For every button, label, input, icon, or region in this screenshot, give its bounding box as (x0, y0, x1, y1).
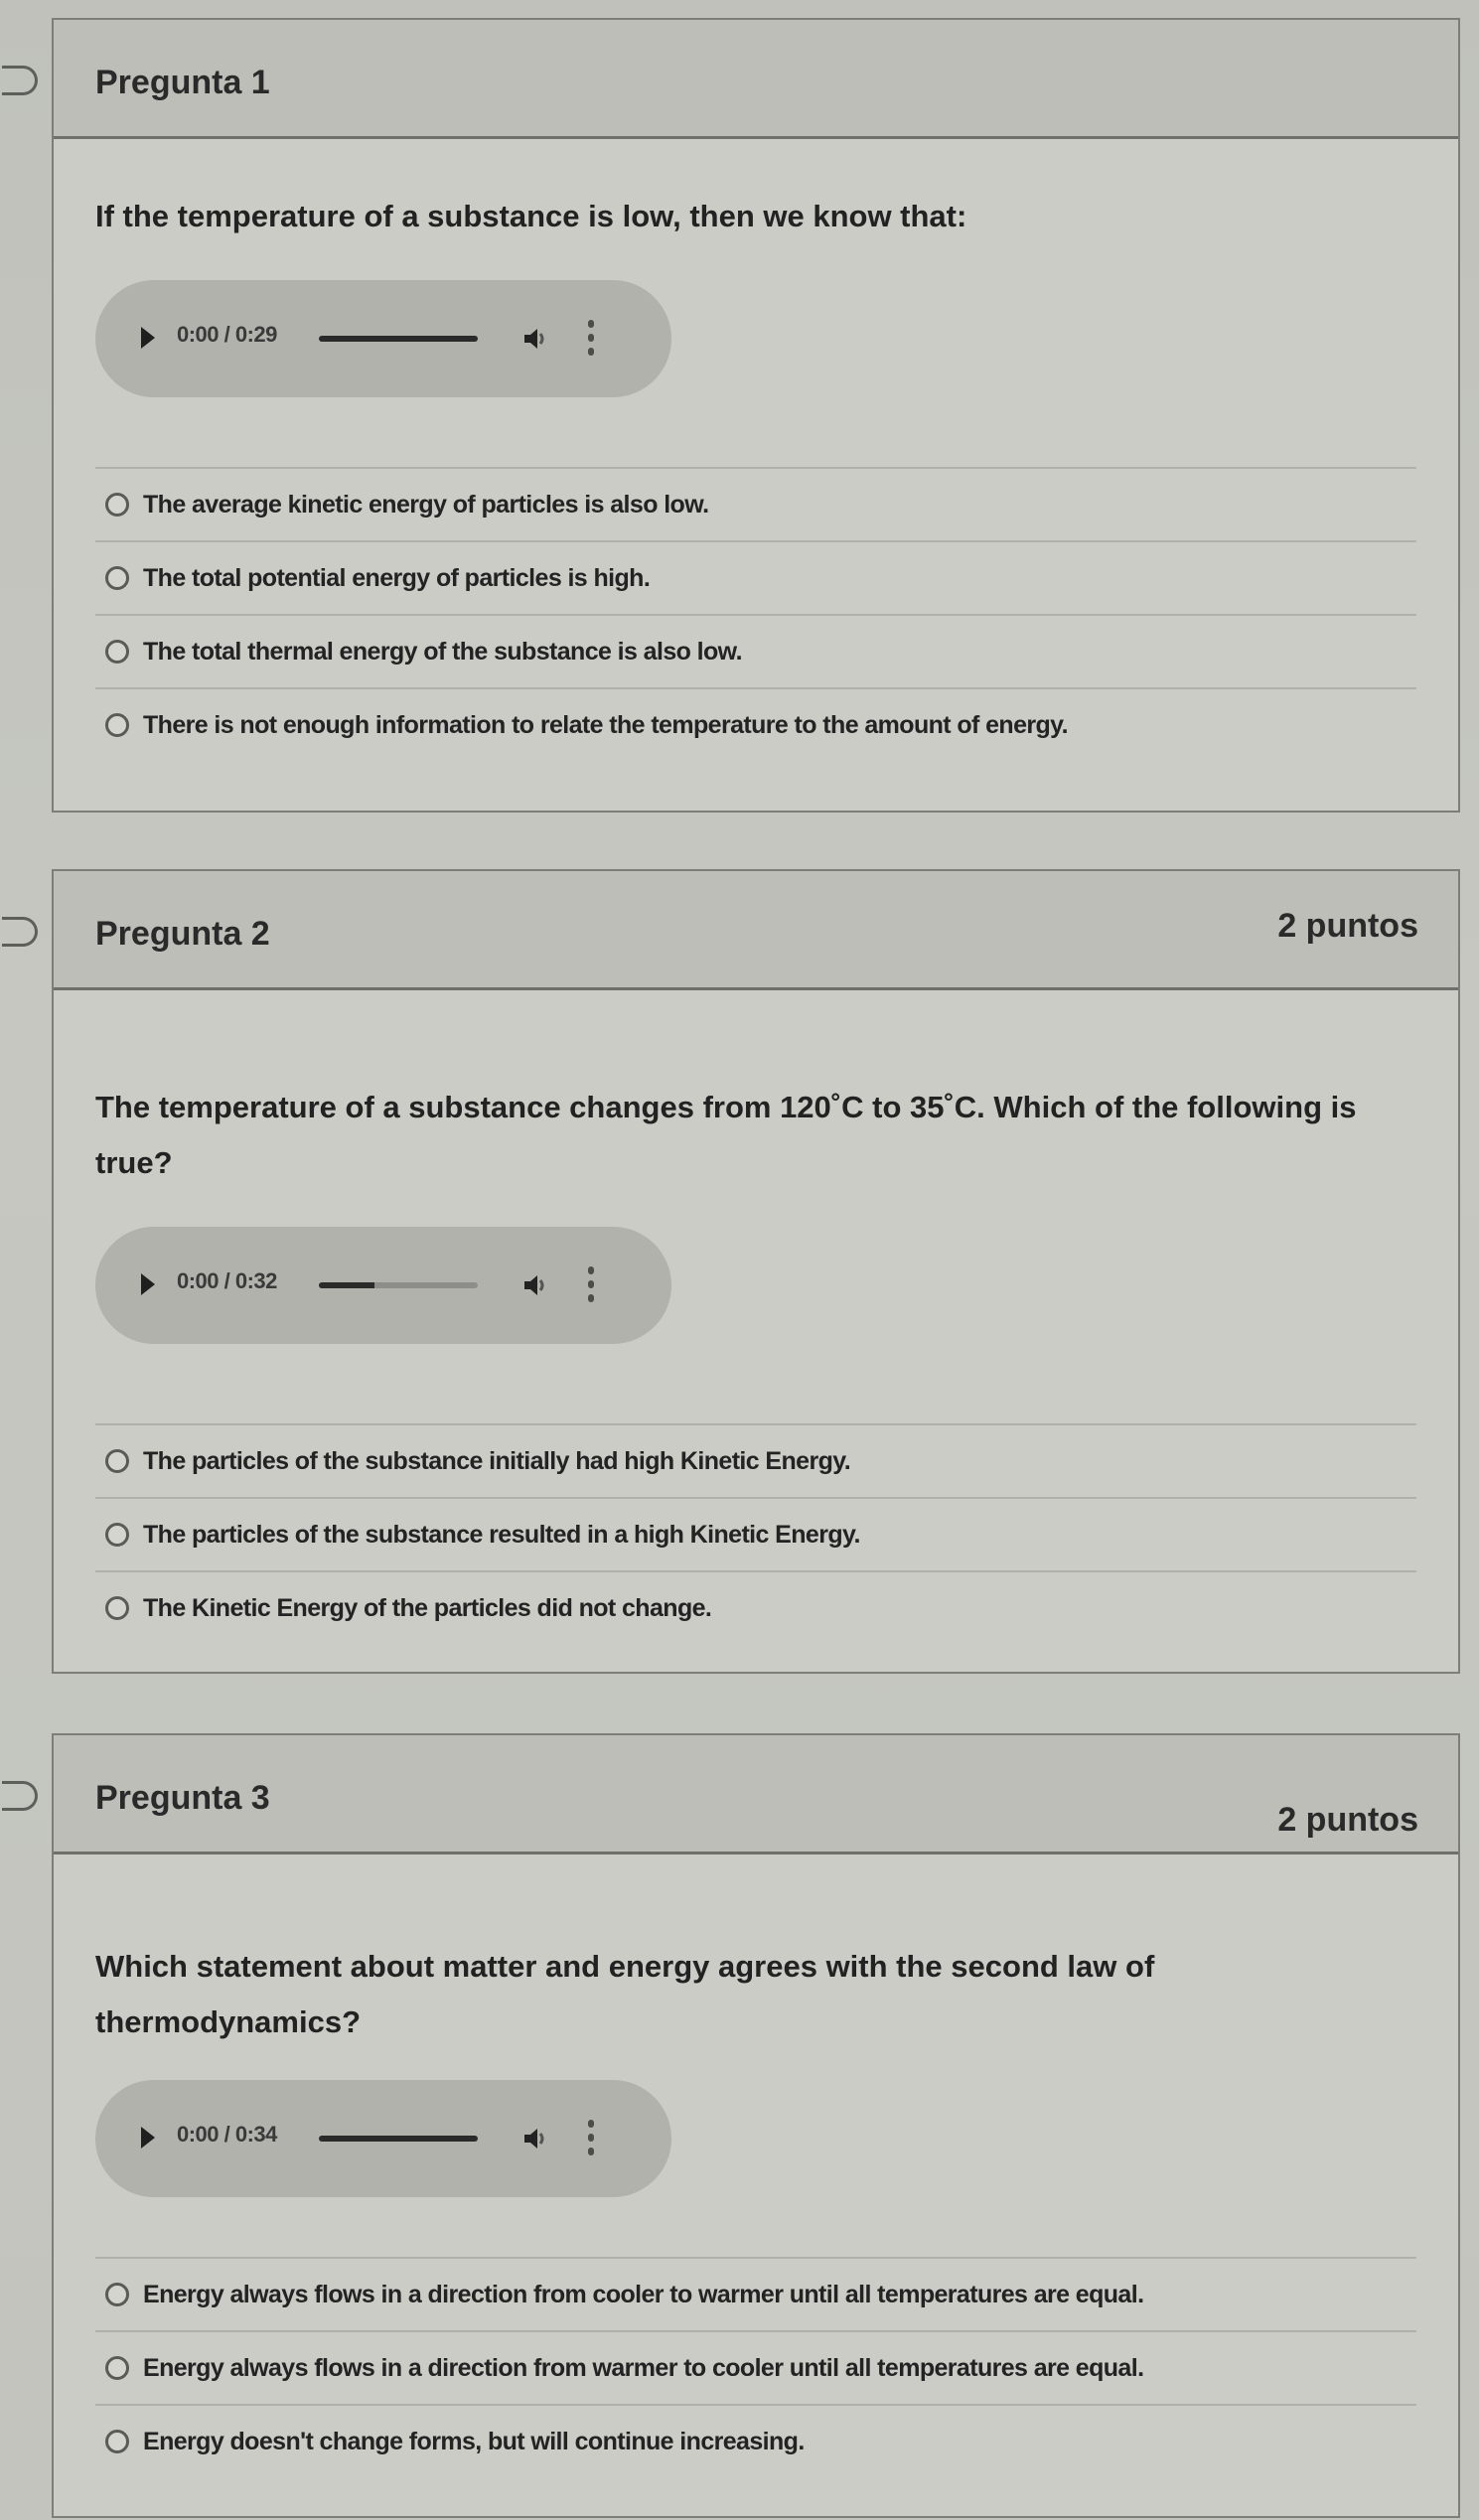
radio-button[interactable] (105, 2283, 129, 2306)
radio-button[interactable] (105, 2430, 129, 2453)
option-1b[interactable] (95, 540, 1416, 614)
option-label: The particles of the substance resulted in a high Kinetic Energy. (143, 1520, 860, 1549)
more-options-icon[interactable] (587, 2120, 595, 2155)
play-icon[interactable] (141, 2127, 155, 2149)
option-label: The Kinetic Energy of the particles did not change. (143, 1593, 712, 1622)
radio-button[interactable] (105, 1449, 129, 1473)
question-1-card (52, 18, 1460, 813)
audio-progress-slider[interactable] (319, 2136, 478, 2142)
play-icon[interactable] (141, 327, 155, 349)
question-3-body (54, 1854, 1458, 2507)
option-1d[interactable] (95, 687, 1416, 761)
question-2-points: 2 puntos (1277, 907, 1418, 945)
question-2-title: Pregunta 2 (95, 915, 270, 953)
audio-progress-slider[interactable] (319, 336, 478, 342)
radio-button[interactable] (105, 1596, 129, 1620)
option-label: Energy doesn't change forms, but will continue increasing. (143, 2427, 805, 2455)
question-2-card (52, 869, 1460, 1674)
radio-button[interactable] (105, 640, 129, 664)
option-1c[interactable] (95, 614, 1416, 687)
more-options-icon[interactable] (587, 1266, 595, 1302)
option-3c[interactable] (95, 2404, 1416, 2477)
question-2-header (54, 871, 1458, 990)
audio-time: 0:00 / 0:32 (177, 1268, 277, 1293)
option-1a[interactable] (95, 467, 1416, 540)
option-3a[interactable] (95, 2257, 1416, 2330)
question-1-body (54, 139, 1458, 791)
more-options-icon[interactable] (587, 320, 595, 356)
question-3-card (52, 1733, 1460, 2518)
option-2b[interactable] (95, 1497, 1416, 1570)
volume-icon[interactable] (520, 324, 550, 354)
radio-button[interactable] (105, 566, 129, 590)
question-2-body (54, 990, 1458, 1674)
audio-player-2[interactable] (95, 1227, 671, 1344)
option-label: There is not enough information to relate the temperature to the amount of energy. (143, 710, 1068, 739)
flag-icon[interactable] (2, 66, 38, 95)
option-label: Energy always flows in a direction from cooler to warmer until all temperatures are equal. (143, 2280, 1144, 2308)
radio-button[interactable] (105, 1523, 129, 1547)
option-label: The total thermal energy of the substance is also low. (143, 637, 742, 666)
option-label: The particles of the substance initially had high Kinetic Energy. (143, 1446, 851, 1475)
question-1-header (54, 20, 1458, 139)
radio-button[interactable] (105, 713, 129, 737)
question-3-header (54, 1735, 1458, 1854)
volume-icon[interactable] (520, 2124, 550, 2153)
option-2c[interactable] (95, 1570, 1416, 1644)
audio-player-1[interactable] (95, 280, 671, 397)
question-3-points: 2 puntos (1277, 1801, 1418, 1839)
question-3-title: Pregunta 3 (95, 1779, 270, 1817)
question-1-title: Pregunta 1 (95, 64, 270, 101)
question-3-text: Which statement about matter and energy agrees with the second law of thermodynamics? (95, 1949, 1155, 2039)
audio-player-3[interactable] (95, 2080, 671, 2197)
flag-icon[interactable] (2, 1781, 38, 1811)
question-2-text: The temperature of a substance changes from 120˚C to 35˚C. Which of the following is true? (95, 1090, 1357, 1180)
radio-button[interactable] (105, 493, 129, 517)
option-3b[interactable] (95, 2330, 1416, 2404)
question-2-options (95, 1423, 1416, 1644)
option-label: Energy always flows in a direction from warmer to cooler until all temperatures are equal. (143, 2353, 1144, 2382)
audio-progress-slider[interactable] (319, 1282, 478, 1288)
question-1-text: If the temperature of a substance is low, then we know that: (95, 199, 967, 233)
volume-icon[interactable] (520, 1270, 550, 1300)
option-label: The average kinetic energy of particles is also low. (143, 490, 709, 519)
flag-icon[interactable] (2, 917, 38, 947)
radio-button[interactable] (105, 2356, 129, 2380)
audio-time: 0:00 / 0:29 (177, 322, 277, 347)
question-1-options (95, 467, 1416, 761)
option-label: The total potential energy of particles is high. (143, 563, 651, 592)
question-3-options (95, 2257, 1416, 2477)
option-2a[interactable] (95, 1423, 1416, 1497)
play-icon[interactable] (141, 1273, 155, 1295)
audio-time: 0:00 / 0:34 (177, 2122, 277, 2147)
